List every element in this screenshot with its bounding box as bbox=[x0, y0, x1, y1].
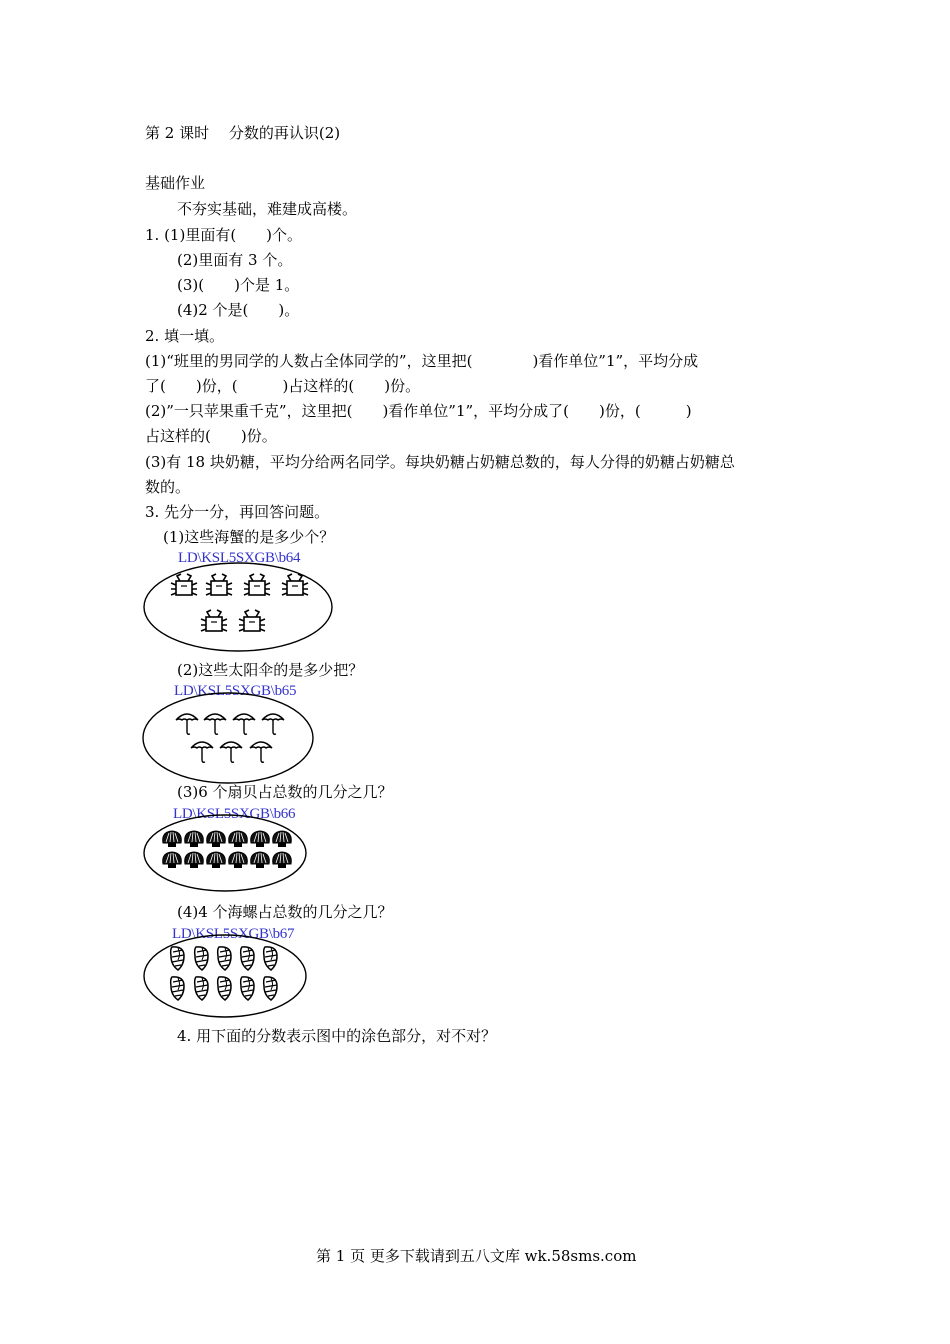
q3-sub2: (2)这些太阳伞的是多少把？ bbox=[177, 661, 364, 679]
scallop-icon bbox=[251, 831, 270, 847]
crab-icon bbox=[171, 574, 197, 595]
conch-icon bbox=[195, 977, 208, 1000]
q1-line3: (3)( )个是 1。 bbox=[177, 276, 300, 294]
figure-code-b64: LD\KSL5SXGB\b64 bbox=[178, 550, 301, 566]
q1-line2: (2)里面有 3 个。 bbox=[177, 251, 293, 269]
umbrella-icon bbox=[204, 714, 226, 734]
motto: 不夯实基础，难建成高楼。 bbox=[177, 200, 358, 218]
umbrella-icon bbox=[250, 742, 272, 762]
umbrella-icon bbox=[220, 742, 242, 762]
q3-heading: 3. 先分一分，再回答问题。 bbox=[145, 503, 330, 521]
figure-code-b67: LD\KSL5SXGB\b67 bbox=[172, 926, 295, 942]
scallop-icon bbox=[229, 831, 248, 847]
figure-code-b65: LD\KSL5SXGB\b65 bbox=[174, 683, 297, 699]
scallop-icon bbox=[185, 831, 204, 847]
scallop-icon bbox=[207, 831, 226, 847]
scallop-icon bbox=[207, 852, 226, 868]
crab-icon bbox=[282, 574, 308, 595]
q2-p2-line2: 占这样的( )份。 bbox=[145, 427, 277, 445]
scallop-icon bbox=[185, 852, 204, 868]
crab-icon bbox=[244, 574, 270, 595]
conch-icon bbox=[241, 947, 254, 970]
conch-icon bbox=[218, 977, 231, 1000]
q3-sub3: (3)6 个扇贝占总数的几分之几？ bbox=[177, 783, 393, 801]
scallop-figure bbox=[142, 812, 310, 896]
q4-heading: 4. 用下面的分数表示图中的涂色部分，对不对？ bbox=[177, 1027, 497, 1045]
q3-sub1: (1)这些海蟹的是多少个？ bbox=[163, 528, 335, 546]
q1-line4: (4)2 个是( )。 bbox=[177, 301, 300, 319]
conch-icon bbox=[264, 977, 277, 1000]
crab-icon bbox=[206, 574, 232, 595]
section-heading: 基础作业 bbox=[145, 174, 206, 192]
conch-figure bbox=[142, 933, 310, 1023]
umbrella-icon bbox=[191, 742, 213, 762]
scallop-icon bbox=[163, 852, 182, 868]
lesson-title: 第 2 课时 分数的再认识(2) bbox=[145, 124, 341, 142]
scallop-icon bbox=[229, 852, 248, 868]
q1-line1: 1. (1)里面有( )个。 bbox=[145, 226, 303, 244]
q2-p1-line1: (1)“班里的男同学的人数占全体同学的”，这里把( )看作单位”1”，平均分成 bbox=[145, 352, 699, 370]
crab-icon bbox=[239, 610, 265, 631]
figure-code-b66: LD\KSL5SXGB\b66 bbox=[173, 806, 296, 822]
conch-icon bbox=[195, 947, 208, 970]
page-footer: 第 1 页 更多下载请到五八文库 wk.58sms.com bbox=[316, 1247, 637, 1265]
crab-icon bbox=[201, 610, 227, 631]
scallop-icon bbox=[273, 831, 292, 847]
conch-icon bbox=[241, 977, 254, 1000]
umbrella-icon bbox=[262, 714, 284, 734]
conch-icon bbox=[171, 947, 184, 970]
q3-sub4: (4)4 个海螺占总数的几分之几？ bbox=[177, 903, 393, 921]
q2-p2-line1: (2)”一只苹果重千克”，这里把( )看作单位”1”，平均分成了( )份，( ) bbox=[145, 402, 692, 420]
scallop-icon bbox=[163, 831, 182, 847]
q2-heading: 2. 填一填。 bbox=[145, 327, 225, 345]
conch-icon bbox=[218, 947, 231, 970]
umbrella-icon bbox=[176, 714, 198, 734]
scallop-icon bbox=[251, 852, 270, 868]
q2-p1-line2: 了( )份，( )占这样的( )份。 bbox=[145, 377, 421, 395]
conch-icon bbox=[264, 947, 277, 970]
scallop-icon bbox=[273, 852, 292, 868]
q2-p3-line2: 数的。 bbox=[145, 478, 191, 496]
umbrella-icon bbox=[233, 714, 255, 734]
q2-p3-line1: (3)有 18 块奶糖，平均分给两名同学。每块奶糖占奶糖总数的，每人分得的奶糖占奶糖总 bbox=[145, 453, 735, 471]
crab-figure bbox=[141, 560, 337, 655]
umbrella-figure bbox=[141, 690, 317, 786]
conch-icon bbox=[171, 977, 184, 1000]
